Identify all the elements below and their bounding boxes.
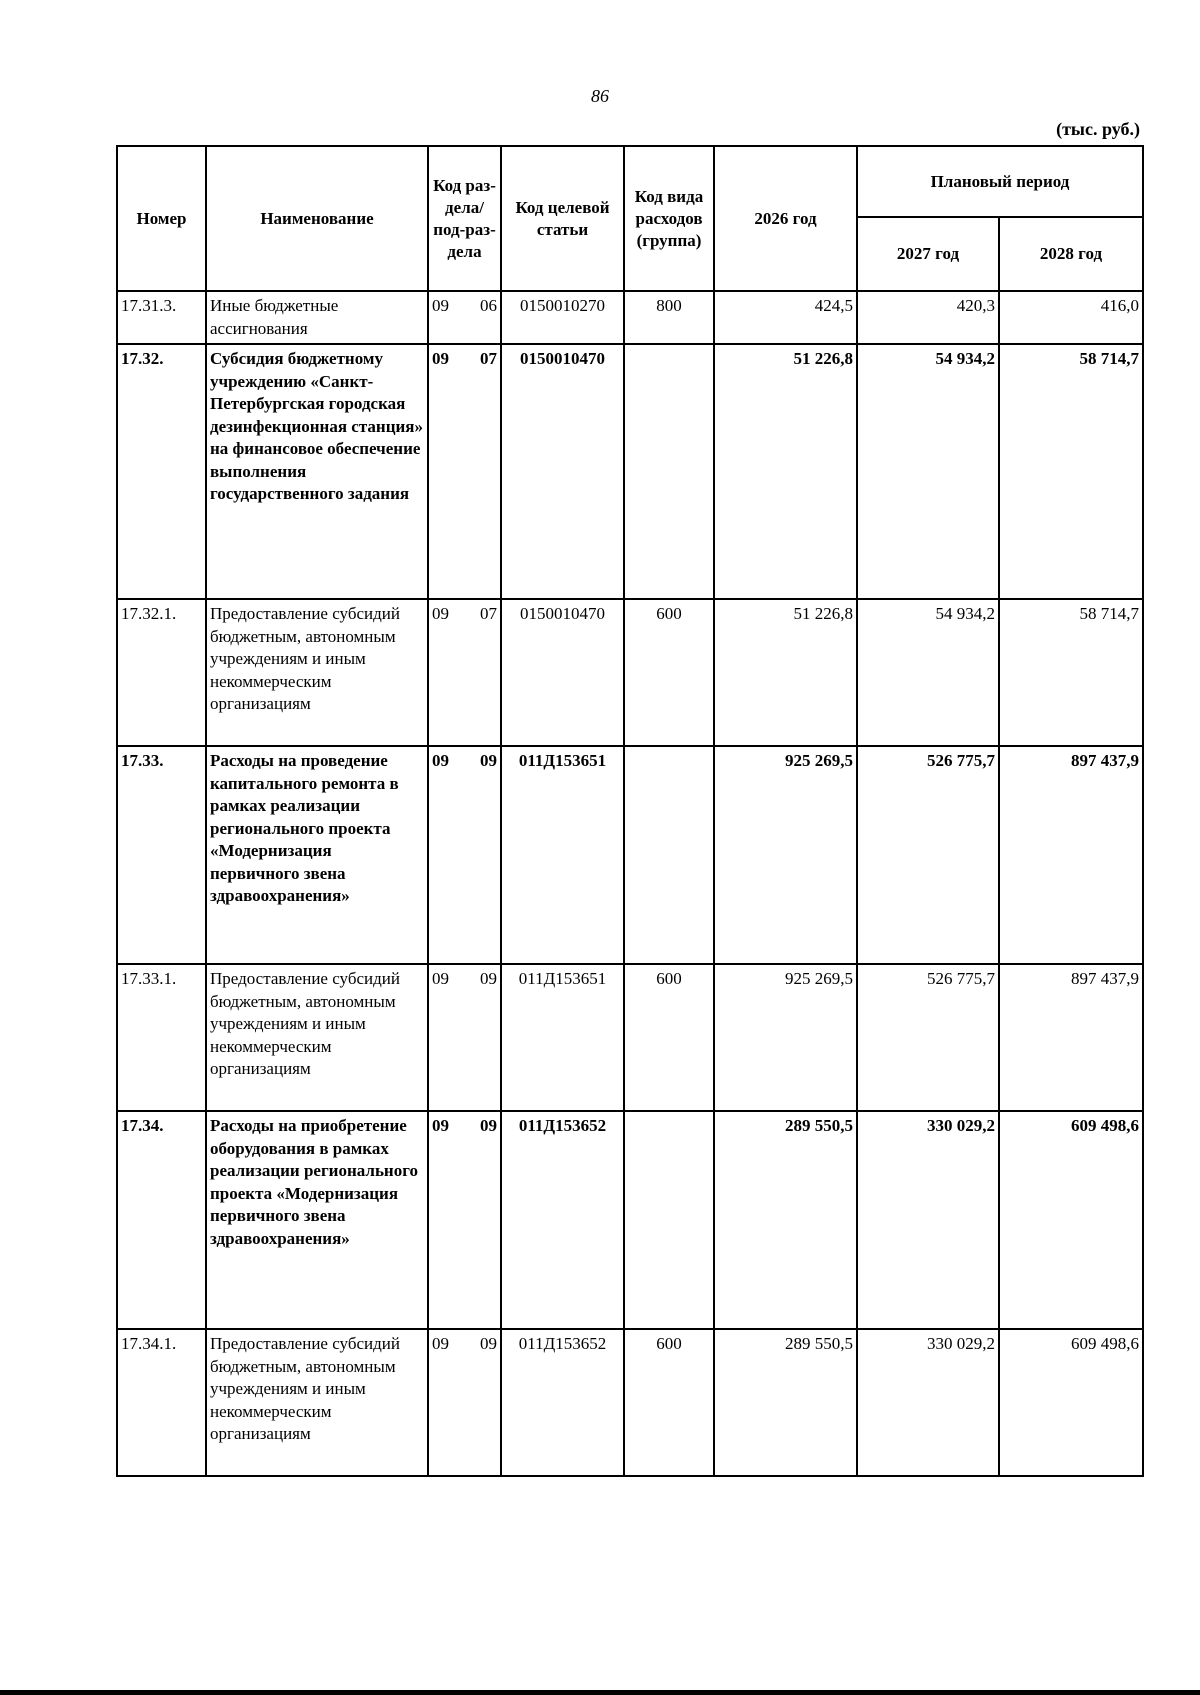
row-2027-value: 54 934,2	[857, 344, 999, 599]
header-section-code: Код раз-дела/ под-раз-дела	[428, 146, 501, 291]
row-subsection: 07	[480, 349, 497, 368]
row-subsection: 09	[480, 1116, 497, 1135]
row-name: Предоставление субсидий бюджетным, автономным учреждениям и иным некоммерческим организациям	[206, 1329, 428, 1476]
row-target-code: 011Д153651	[501, 746, 624, 964]
row-2028-value: 58 714,7	[999, 599, 1143, 746]
row-2028-value: 58 714,7	[999, 344, 1143, 599]
table-row	[117, 291, 1143, 344]
row-name: Расходы на проведение капитального ремонта в рамках реализации регионального проекта «Модернизация первичного звена здравоохранения»	[206, 746, 428, 964]
row-2026-value: 289 550,5	[714, 1111, 857, 1329]
units-label: (тыс. руб.)	[1056, 119, 1140, 139]
row-section: 09	[432, 751, 449, 770]
row-name: Предоставление субсидий бюджетным, автономным учреждениям и иным некоммерческим организациям	[206, 599, 428, 746]
table-row	[117, 746, 1143, 964]
budget-table	[116, 145, 1144, 1477]
row-2027-value: 54 934,2	[857, 599, 999, 746]
row-target-code: 011Д153652	[501, 1329, 624, 1476]
row-section-code	[428, 746, 501, 964]
row-2027-value: 330 029,2	[857, 1111, 999, 1329]
table-row	[117, 1111, 1143, 1329]
row-section-code	[428, 344, 501, 599]
row-section-code	[428, 964, 501, 1111]
row-number: 17.34.1.	[117, 1329, 206, 1476]
row-name: Предоставление субсидий бюджетным, автономным учреждениям и иным некоммерческим организациям	[206, 964, 428, 1111]
row-number: 17.31.3.	[117, 291, 206, 344]
header-year-2026: 2026 год	[714, 146, 857, 291]
row-subsection: 09	[480, 1334, 497, 1353]
row-section-code	[428, 291, 501, 344]
row-section: 09	[432, 969, 449, 988]
row-2028-value: 897 437,9	[999, 964, 1143, 1111]
row-number: 17.34.	[117, 1111, 206, 1329]
row-2026-value: 51 226,8	[714, 344, 857, 599]
row-2026-value: 424,5	[714, 291, 857, 344]
row-number: 17.33.1.	[117, 964, 206, 1111]
table-body	[117, 291, 1143, 1476]
row-section-code	[428, 1329, 501, 1476]
row-2027-value: 526 775,7	[857, 964, 999, 1111]
header-planned-period: Плановый период	[857, 146, 1143, 217]
page-number: 86	[591, 86, 609, 106]
row-name: Расходы на приобретение оборудования в рамках реализации регионального проекта «Модернизация первичного звена здравоохранения»	[206, 1111, 428, 1329]
row-section: 09	[432, 349, 449, 368]
table-row	[117, 599, 1143, 746]
row-expense-type: 800	[624, 291, 714, 344]
row-section: 09	[432, 1334, 449, 1353]
row-number: 17.33.	[117, 746, 206, 964]
row-section: 09	[432, 1116, 449, 1135]
table-header-row	[117, 146, 1143, 217]
row-2028-value: 897 437,9	[999, 746, 1143, 964]
row-expense-type	[624, 344, 714, 599]
header-target-code: Код целевой статьи	[501, 146, 624, 291]
row-expense-type	[624, 746, 714, 964]
row-2028-value: 609 498,6	[999, 1329, 1143, 1476]
row-2027-value: 526 775,7	[857, 746, 999, 964]
row-number: 17.32.1.	[117, 599, 206, 746]
row-section: 09	[432, 296, 449, 315]
row-expense-type: 600	[624, 599, 714, 746]
row-subsection: 06	[480, 296, 497, 315]
table-row	[117, 1329, 1143, 1476]
row-2027-value: 330 029,2	[857, 1329, 999, 1476]
row-expense-type: 600	[624, 1329, 714, 1476]
row-subsection: 09	[480, 969, 497, 988]
row-name: Иные бюджетные ассигнования	[206, 291, 428, 344]
row-subsection: 09	[480, 751, 497, 770]
table-row	[117, 964, 1143, 1111]
scan-edge-line	[0, 1690, 1200, 1695]
header-year-2028: 2028 год	[999, 217, 1143, 291]
row-target-code: 011Д153652	[501, 1111, 624, 1329]
row-2026-value: 925 269,5	[714, 964, 857, 1111]
row-subsection: 07	[480, 604, 497, 623]
row-2026-value: 289 550,5	[714, 1329, 857, 1476]
row-section-code	[428, 599, 501, 746]
header-expense-type: Код вида расходов (группа)	[624, 146, 714, 291]
row-expense-type: 600	[624, 964, 714, 1111]
row-2028-value: 416,0	[999, 291, 1143, 344]
row-section-code	[428, 1111, 501, 1329]
row-target-code: 0150010470	[501, 599, 624, 746]
header-name: Наименование	[206, 146, 428, 291]
header-year-2027: 2027 год	[857, 217, 999, 291]
row-target-code: 011Д153651	[501, 964, 624, 1111]
row-number: 17.32.	[117, 344, 206, 599]
row-target-code: 0150010270	[501, 291, 624, 344]
row-target-code: 0150010470	[501, 344, 624, 599]
row-section: 09	[432, 604, 449, 623]
table-row	[117, 344, 1143, 599]
row-2026-value: 51 226,8	[714, 599, 857, 746]
header-number: Номер	[117, 146, 206, 291]
row-2028-value: 609 498,6	[999, 1111, 1143, 1329]
row-expense-type	[624, 1111, 714, 1329]
row-2027-value: 420,3	[857, 291, 999, 344]
row-name: Субсидия бюджетному учреждению «Санкт-Петербургская городская дезинфекционная станция» на финансовое обеспечение выполнения государственного задания	[206, 344, 428, 599]
row-2026-value: 925 269,5	[714, 746, 857, 964]
